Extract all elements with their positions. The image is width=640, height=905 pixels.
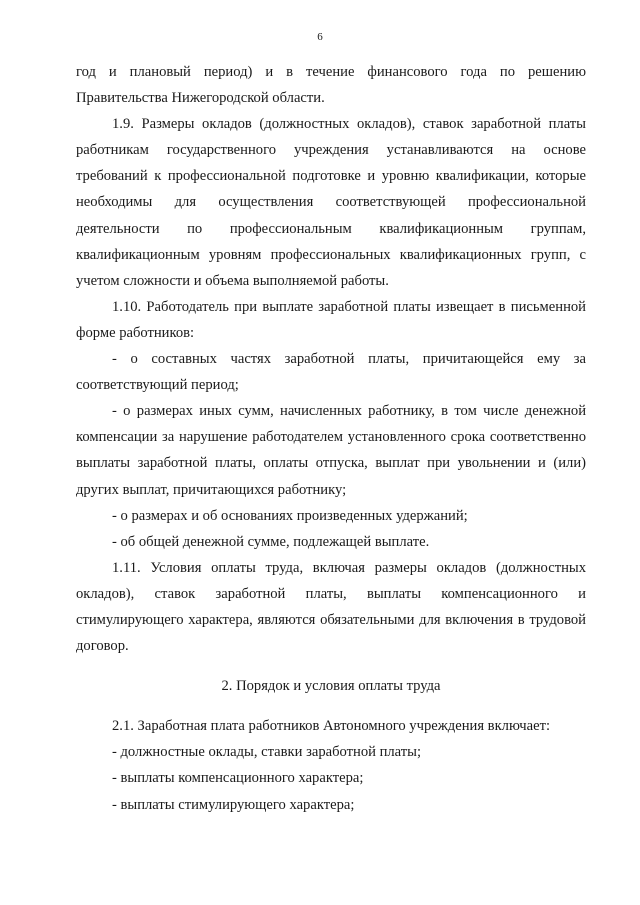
section-heading: 2. Порядок и условия оплаты труда xyxy=(221,678,441,695)
document-body xyxy=(76,59,586,818)
page-number: 6 xyxy=(317,31,323,43)
paragraph-1-11: 1.11. Условия оплаты труда, включая размеры окладов (должностных окладов), ставок заработной платы, выплаты компенсационного и стимулирующего характера, являются обязательными для включения в трудовой договор. xyxy=(76,559,586,655)
list-item-compensation: - выплаты компенсационного характера; xyxy=(112,770,364,787)
list-item-salaries: - должностные оклады, ставки заработной платы; xyxy=(112,744,422,761)
paragraph-2-1: 2.1. Заработная плата работников Автономного учреждения включает: xyxy=(112,718,551,735)
list-item-salary-parts: - о составных частях заработной платы, причитающейся ему за соответствующий период; xyxy=(76,351,586,394)
list-item-other-sums: - о размерах иных сумм, начисленных работнику, в том числе денежной компенсации за нарушение работодателем установленного срока соответственно выплаты заработной платы, оплаты отпуска, выплат при увольнении и (или) других выплат, причитающихся работнику; xyxy=(76,403,586,498)
paragraph-continuation: год и плановый период) и в течение финансового года по решению Правительства Нижегородской области. xyxy=(76,64,586,107)
list-item-incentive: - выплаты стимулирующего характера; xyxy=(112,796,355,813)
list-item-deductions: - о размерах и об основаниях произведенных удержаний; xyxy=(112,507,468,524)
list-item-total-sum: - об общей денежной сумме, подлежащей выплате. xyxy=(112,533,430,550)
paragraph-1-10: 1.10. Работодатель при выплате заработной платы извещает в письменной форме работников: xyxy=(76,298,586,341)
paragraph-1-9: 1.9. Размеры окладов (должностных окладов), ставок заработной платы работникам государственного учреждения устанавливаются на основе требований к профессиональной подготовке и уровню квалификации, которые необходимы для осуществления соответствующей профессиональной деятельности по профессиональным квалификационным группам, квалификационным уровням профессиональных квалификационных групп, с учетом сложности и объема выполняемой работы. xyxy=(76,116,586,289)
